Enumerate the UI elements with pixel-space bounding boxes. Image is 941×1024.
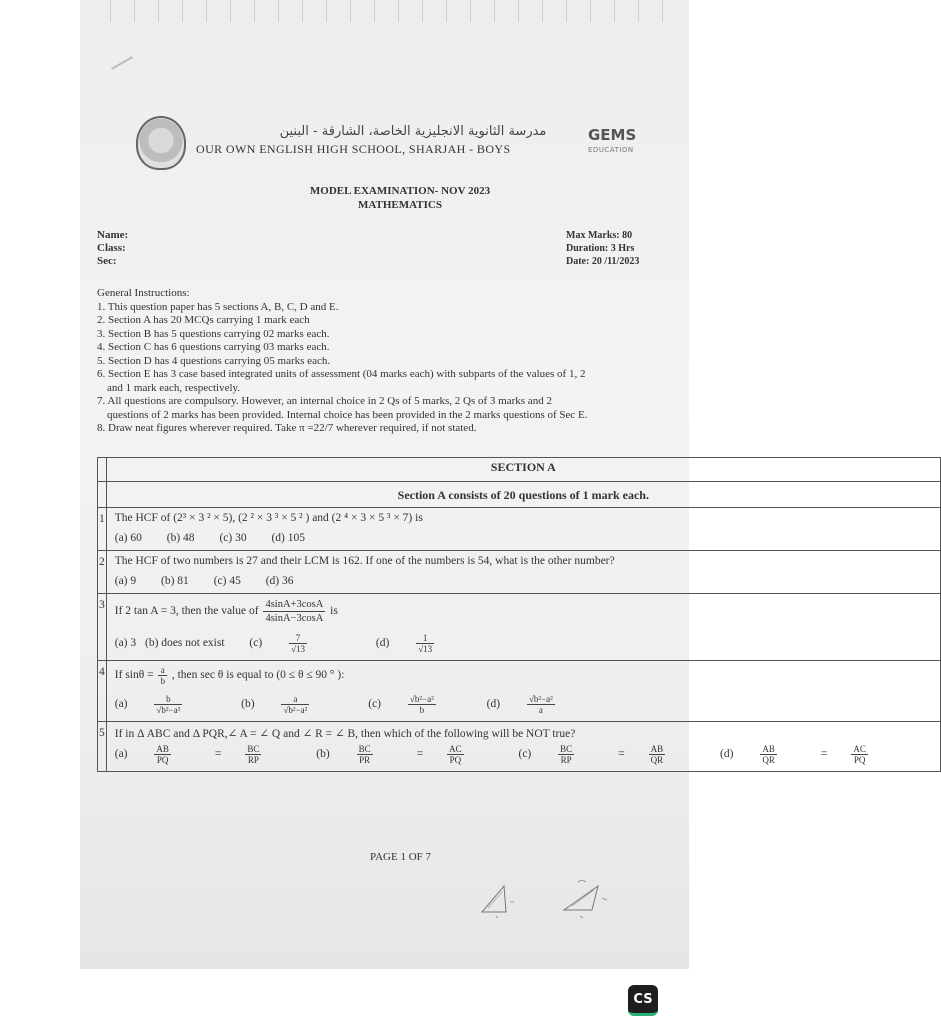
fraction-denominator: QR: [762, 755, 775, 765]
option-d-right-fraction: [851, 744, 890, 765]
exam-title-block: [280, 184, 520, 212]
fraction-numerator: √b²−a²: [528, 694, 553, 704]
option-d-label: (d): [486, 698, 501, 711]
option-d: (d) 36: [265, 575, 294, 587]
exam-title: MODEL EXAMINATION- NOV 2023: [309, 185, 491, 197]
question-text-end: is: [330, 605, 338, 618]
option-c-right-fraction: [649, 744, 688, 765]
fraction-denominator: PQ: [449, 755, 462, 765]
school-header: [128, 112, 658, 172]
duration: Duration: 3 Hrs: [566, 243, 635, 254]
table-cell-empty: [98, 482, 107, 508]
exam-date: Date: 20 /11/2023: [566, 256, 640, 267]
fraction-denominator: QR: [650, 755, 664, 765]
gems-logo-subtitle: EDUCATION: [588, 146, 634, 154]
name-label: Name:: [97, 229, 129, 241]
fraction-numerator: AC: [853, 744, 866, 754]
fraction-numerator: 1: [416, 633, 434, 644]
fraction-numerator: BC: [247, 744, 260, 754]
option-d-label: (d): [720, 748, 734, 761]
question-options: [115, 744, 934, 765]
option-c-label: (c): [249, 637, 263, 650]
fraction-numerator: AB: [650, 744, 664, 754]
option-a-right-fraction: [245, 744, 283, 765]
option-c-left-fraction: [558, 744, 596, 765]
option-a: [115, 694, 227, 715]
fraction-denominator: b: [160, 676, 165, 686]
gems-logo: GEMS: [588, 126, 637, 144]
option-b-left-fraction: [357, 744, 395, 765]
fraction-denominator: PQ: [156, 755, 169, 765]
fraction-denominator: √13: [291, 644, 306, 654]
class-label: Class:: [97, 242, 126, 254]
option-a: (a) 9: [114, 575, 137, 587]
option-b-label: (b): [241, 698, 255, 711]
option-c-fraction: [289, 633, 329, 654]
sec-label: Sec:: [97, 255, 117, 267]
school-name-arabic: مدرسة الثانوية الانجليزية الخاصة، الشارقة - البنين: [279, 124, 547, 139]
section-a-table: [97, 457, 941, 772]
option-a-label: (a): [114, 698, 128, 711]
option-b: [316, 744, 507, 765]
question-number: 3: [98, 594, 107, 661]
option-d: [487, 694, 599, 715]
section-title: SECTION A: [106, 458, 940, 482]
fraction-denominator: PR: [359, 755, 371, 765]
equals-sign: =: [618, 748, 625, 761]
option-d-label: (d): [375, 637, 390, 650]
section-subtitle: Section A consists of 20 questions of 1 mark each.: [106, 482, 940, 508]
question-text-end: , then sec θ is equal to (0 ≤ θ ≤ 90 ° ):: [171, 669, 345, 682]
expression-fraction: [263, 598, 325, 625]
question-text-start: If 2 tan A = 3, then the value of: [114, 605, 259, 618]
equals-sign: =: [416, 748, 424, 761]
fraction-numerator: 4sinA+3cosA: [265, 599, 324, 610]
question-row: [98, 722, 941, 772]
fraction-numerator: AB: [762, 744, 775, 754]
question-number: 1: [98, 508, 107, 551]
question-number: 5: [98, 722, 107, 772]
general-instructions: [97, 287, 692, 436]
fraction-numerator: AB: [156, 744, 169, 754]
question-text: The HCF of (2³ × 3 ² × 5), (2 ² × 3 ³ × 5 ² ) and (2 ⁴ × 3 × 5 ³ × 7) is: [114, 512, 423, 524]
school-name-english: OUR OWN ENGLISH HIGH SCHOOL, SHARJAH - BOYS: [196, 142, 511, 156]
fraction-numerator: √b²−a²: [409, 694, 434, 704]
pen-mark: [111, 56, 133, 70]
equals-sign: =: [820, 748, 828, 761]
instruction-item: 4. Section C has 6 questions carrying 03 marks each.: [97, 341, 330, 353]
option-a: [115, 744, 306, 765]
question-options: [115, 633, 934, 654]
option-a-left-fraction: [154, 744, 193, 765]
table-cell-empty: [98, 458, 107, 482]
instruction-item: 3. Section B has 5 questions carrying 02 marks each.: [97, 327, 330, 340]
sin-fraction: [158, 665, 167, 686]
fraction-denominator: a: [538, 705, 543, 715]
question-text: [115, 598, 934, 625]
option-c: (c) 45: [213, 575, 241, 587]
instruction-item: 8. Draw neat figures wherever required. Take π =22/7 wherever required, if not stated.: [97, 422, 477, 434]
option-a-fraction: [154, 694, 204, 715]
question-body: [106, 594, 940, 661]
question-body: [106, 508, 940, 551]
question-options: [115, 694, 934, 715]
option-c: [249, 633, 351, 654]
student-fields: [97, 229, 128, 268]
option-a-label: (a): [114, 748, 128, 761]
question-text: [115, 665, 934, 686]
question-options: [115, 532, 934, 544]
section-title-row: [98, 458, 941, 482]
fraction-numerator: a: [158, 665, 167, 676]
option-d: [720, 744, 912, 765]
equals-sign: =: [214, 748, 222, 761]
option-b-fraction: [281, 694, 331, 715]
option-c: [368, 694, 480, 715]
question-text-start: If sinθ =: [114, 669, 154, 682]
option-a: (a) 60: [114, 532, 142, 544]
scanned-page: [80, 0, 866, 969]
option-c: [519, 744, 710, 765]
question-number: 4: [98, 661, 107, 722]
page-number: PAGE 1 OF 7: [370, 851, 432, 863]
question-row: [98, 661, 941, 722]
exam-subject: MATHEMATICS: [358, 199, 442, 211]
fraction-denominator: 4sinA−3cosA: [265, 613, 324, 624]
option-c-fraction: [408, 694, 458, 715]
fraction-denominator: RP: [247, 755, 259, 765]
option-a: (a) 3: [114, 637, 137, 650]
option-b-right-fraction: [447, 744, 486, 765]
question-body: [106, 722, 940, 772]
fraction-denominator: √b²−a²: [283, 705, 308, 715]
option-d-fraction: [416, 633, 456, 654]
fraction-numerator: BC: [358, 744, 371, 754]
instruction-item: 6. Section E has 3 case based integrated units of assessment (04 marks each) with subparts of the values of 1, 2: [97, 368, 586, 380]
instruction-item: 5. Section D has 4 questions carrying 05 marks each.: [97, 354, 331, 367]
fraction-denominator: PQ: [853, 755, 866, 765]
question-options: [115, 575, 934, 587]
question-body: [106, 551, 940, 594]
pencil-triangle-sketch-2: [558, 876, 618, 920]
fraction-numerator: a: [281, 694, 309, 705]
question-row: [98, 551, 941, 594]
fraction-denominator: RP: [560, 755, 572, 765]
question-row: [98, 594, 941, 661]
fraction-denominator: √13: [418, 644, 433, 654]
option-c-label: (c): [518, 748, 532, 761]
section-subtitle-row: [98, 482, 941, 508]
exam-meta: [566, 229, 639, 268]
option-d: [376, 633, 478, 654]
option-c: (c) 30: [219, 532, 247, 544]
fraction-numerator: b: [154, 694, 182, 705]
fraction-numerator: AC: [449, 744, 462, 754]
option-b: (b) 81: [161, 575, 189, 587]
option-c-label: (c): [368, 698, 382, 711]
camscanner-badge: CS: [628, 985, 658, 1016]
question-body: [106, 661, 940, 722]
question-row: [98, 508, 941, 551]
option-b-label: (b): [316, 748, 330, 761]
question-text: The HCF of two numbers is 27 and their LCM is 162. If one of the numbers is 54, what is the other number?: [114, 555, 615, 567]
option-b: (b) 48: [166, 532, 195, 544]
fraction-numerator: 7: [289, 633, 307, 644]
instructions-heading: General Instructions:: [97, 287, 190, 299]
option-d-left-fraction: [760, 744, 799, 765]
question-number: 2: [98, 551, 107, 594]
option-b: (b) does not exist: [145, 637, 225, 650]
instruction-item-continued: and 1 mark each, respectively.: [107, 381, 241, 394]
instruction-item: 2. Section A has 20 MCQs carrying 1 mark each: [97, 314, 310, 326]
question-text: If in Δ ABC and Δ PQR,∠ A = ∠ Q and ∠ R = ∠ B, then which of the following will be NOT true?: [114, 728, 576, 740]
max-marks: Max Marks: 80: [566, 230, 633, 241]
instruction-item: 1. This question paper has 5 sections A, B, C, D and E.: [97, 300, 339, 313]
fraction-denominator: √b²−a²: [156, 705, 181, 715]
fraction-numerator: BC: [560, 744, 573, 754]
school-crest-icon: [136, 116, 186, 170]
option-d: (d) 105: [271, 532, 305, 544]
ruled-edge-marks: [90, 0, 680, 22]
fraction-denominator: b: [419, 705, 425, 715]
instruction-item-continued: questions of 2 marks has been provided. Internal choice has been provided in the 2 marks questions of Sec E.: [107, 408, 588, 421]
instruction-item: 7. All questions are compulsory. However, an internal choice in 2 Qs of 5 marks, 2 Qs of 3 marks and 2: [97, 395, 552, 407]
pencil-triangle-sketch-1: [474, 880, 524, 920]
option-d-fraction: [527, 694, 577, 715]
option-b: [241, 694, 353, 715]
